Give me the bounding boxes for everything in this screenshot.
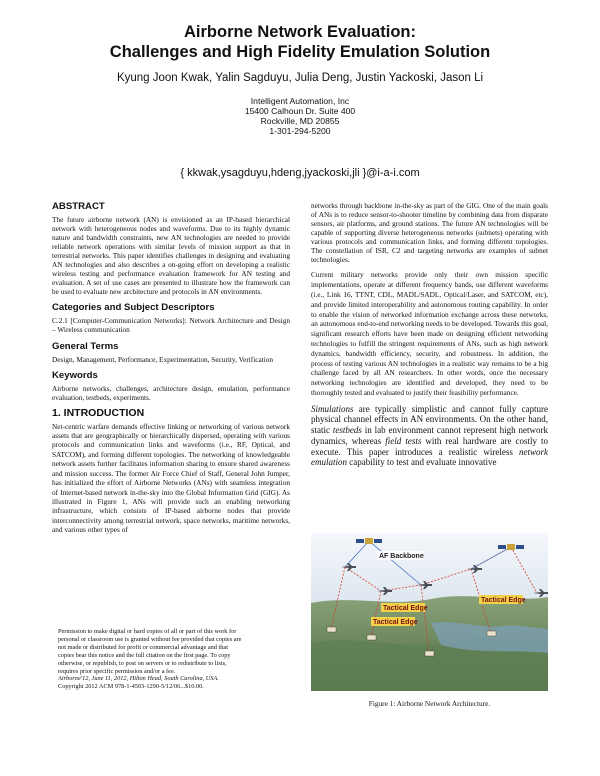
permission-line: copies bear this notice and the full citation on the first page. To copy bbox=[58, 651, 231, 659]
affiliation-line: 1-301-294-5200 bbox=[269, 126, 331, 136]
text-run: are typically simplistic and cannot fully capture physical channel effects in AN environments. On the other hand, static bbox=[311, 403, 548, 436]
abstract-text: The future airborne network (AN) is envisioned as an IP-based hierarchical network with heterogeneous nodes and waveforms. Due to its highly dynamic nature and bandwidth constraints, new AN technologies are needed to provide reliable network operations with similar levels of mission support as that in terrestrial networks. This paper identifies challenges in designing and evaluating AN technologies and also describes a on-going effort on developing a realistic wireless testing and performance evaluation framework for AN testing and evaluation. A set of use cases are presented to illustrate how the framework can be used to evaluate new architecture and protocols in AN environments. bbox=[52, 215, 290, 297]
permission-line: Airborne'12, June 11, 2012, Hilton Head, South Carolina, USA. bbox=[58, 675, 219, 683]
permission-line: Permission to make digital or hard copies of all or part of this work for bbox=[58, 628, 237, 635]
author-emails: { kkwak,ysagduyu,hdeng,jyackoski,jli }@i-a-i.com bbox=[180, 167, 420, 179]
figure-label-tactical-edge: Tactical Edge bbox=[383, 605, 428, 612]
permission-line: requires prior specific permission and/or a fee. bbox=[58, 667, 176, 675]
abstract-heading: ABSTRACT bbox=[52, 201, 105, 212]
permission-notice bbox=[58, 628, 288, 691]
paper-title-line-2: Challenges and High Fidelity Emulation Solution bbox=[109, 43, 491, 61]
figure-label-tactical-edge: Tactical Edge bbox=[373, 619, 418, 626]
affiliation-line: 15400 Calhoun Dr. Suite 400 bbox=[244, 106, 356, 116]
intro-continued-paragraph: networks through backbone in-the-sky as part of the GIG. One of the main goals of ANs is to reduce sensor-to-shooter timeline by combining data from disparate sensors, air platforms, and ground stations. The future AN technologies will be capable of supporting diverse heterogeneous networks (subnets) operating with various protocols and communication links, and forming different topologies. The constellation of ISR, C2 and targeting networks are examples of subnet technologies. bbox=[311, 201, 548, 265]
text-run: capability to test and evaluate innovative bbox=[347, 457, 497, 468]
affiliation-line: Intelligent Automation, Inc bbox=[250, 96, 350, 106]
permission-line: personal or classroom use is granted without fee provided that copies are bbox=[58, 635, 242, 643]
keywords-text: Airborne networks, challenges, architecture design, emulation, performance evaluation, testbeds, experiments. bbox=[52, 383, 290, 402]
text-run: with real hardware are costly to execute. This paper introduces a realistic wireless bbox=[311, 435, 549, 457]
figure-caption: Figure 1: Airborne Network Architecture. bbox=[368, 699, 491, 708]
intro-paragraph-2: Current military networks provide only their own mission specific implementations, operate at different frequency bands, use different waveforms (i.e., Link 16, TTNT, CDL, MADL/SADL, Optical/Laser, and SATCOM, etc), and provide limited interoperability and autonomous routing capability. In order to enable the vision of networked information exchange across these networks, an autonomous end-to-end networking needs to be developed. Towards this goal, significant research efforts have been made on designing efficient networking technologies to fulfill the stringent requirements of ANs, such as high network dynamics, bandwidth efficiency, security, and robustness. In addition, the process of testing various AN technologies in a realistic way remains to be a big challenge faced by all AN researchers. In other words, once the necessary networking technologies are identified and developed, they need to be thoroughly tested and evaluated to justify their feasibility performance. bbox=[311, 270, 548, 397]
emphasis-simulations: Simulations bbox=[311, 403, 354, 414]
figure-label-tactical-edge: Tactical Edge bbox=[481, 597, 526, 604]
emphasis-field-tests: field tests bbox=[385, 435, 422, 446]
right-column bbox=[311, 201, 548, 474]
figure-label-af-backbone: AF Backbone bbox=[379, 553, 424, 560]
text-run: in lab environment cannot represent high network dynamics, whereas bbox=[311, 425, 548, 446]
authors: Kyung Joon Kwak, Yalin Sagduyu, Julia Deng, Justin Yackoski, Jason Li bbox=[116, 72, 484, 84]
permission-line: Copyright 2012 ACM 978-1-4503-1290-5/12/06...$10.00. bbox=[58, 683, 204, 691]
network-architecture-illustration bbox=[311, 533, 548, 691]
introduction-heading: 1. INTRODUCTION bbox=[52, 406, 145, 419]
figure-airborne-network bbox=[311, 533, 548, 691]
emphasis-network-emulation: network emulation bbox=[311, 446, 548, 468]
general-terms-text: Design, Management, Performance, Experimentation, Security, Verification bbox=[52, 354, 274, 364]
keywords-heading: Keywords bbox=[52, 369, 98, 381]
permission-line: not made or distributed for profit or commercial advantage and that bbox=[58, 643, 228, 651]
general-terms-heading: General Terms bbox=[52, 340, 119, 352]
paper-title-line-1: Airborne Network Evaluation: bbox=[184, 23, 416, 41]
emphasis-testbeds: testbeds bbox=[332, 425, 362, 436]
categories-heading: Categories and Subject Descriptors bbox=[52, 302, 215, 314]
left-column bbox=[52, 201, 290, 541]
permission-line: otherwise, or republish, to post on servers or to redistribute to lists, bbox=[58, 659, 227, 667]
categories-text: C.2.1 [Computer-Communication Networks]: Network Architecture and Design – Wireless communication bbox=[52, 316, 290, 335]
introduction-text: Net-centric warfare demands effective linking or networking of various network assets that are geographically or hierarchically dispersed, operating with various protocols and communication links and waveforms (i.e., RF, Optical, and SATCOM), and forming different topologies. The networking of knowledgeable network assets further facilitates information sharing to ensure shared awareness and mission success. The former Air Force Chief of Staff, General John Jumper, has initialized the effort of Airborne Networks (ANs) with seamless integration of Internet-based network in-the-sky into the Global Information Grid (GIG). As illustrated in Figure 1, ANs will provide such an enabling networking infrastructure, which consists of IP-based airborne nodes that provide interconnectivity among terrestrial network, space networks, maritime networks, and various other types of bbox=[52, 421, 290, 535]
affiliation-line: Rockville, MD 20855 bbox=[260, 116, 340, 126]
intro-paragraph-3 bbox=[311, 404, 548, 468]
